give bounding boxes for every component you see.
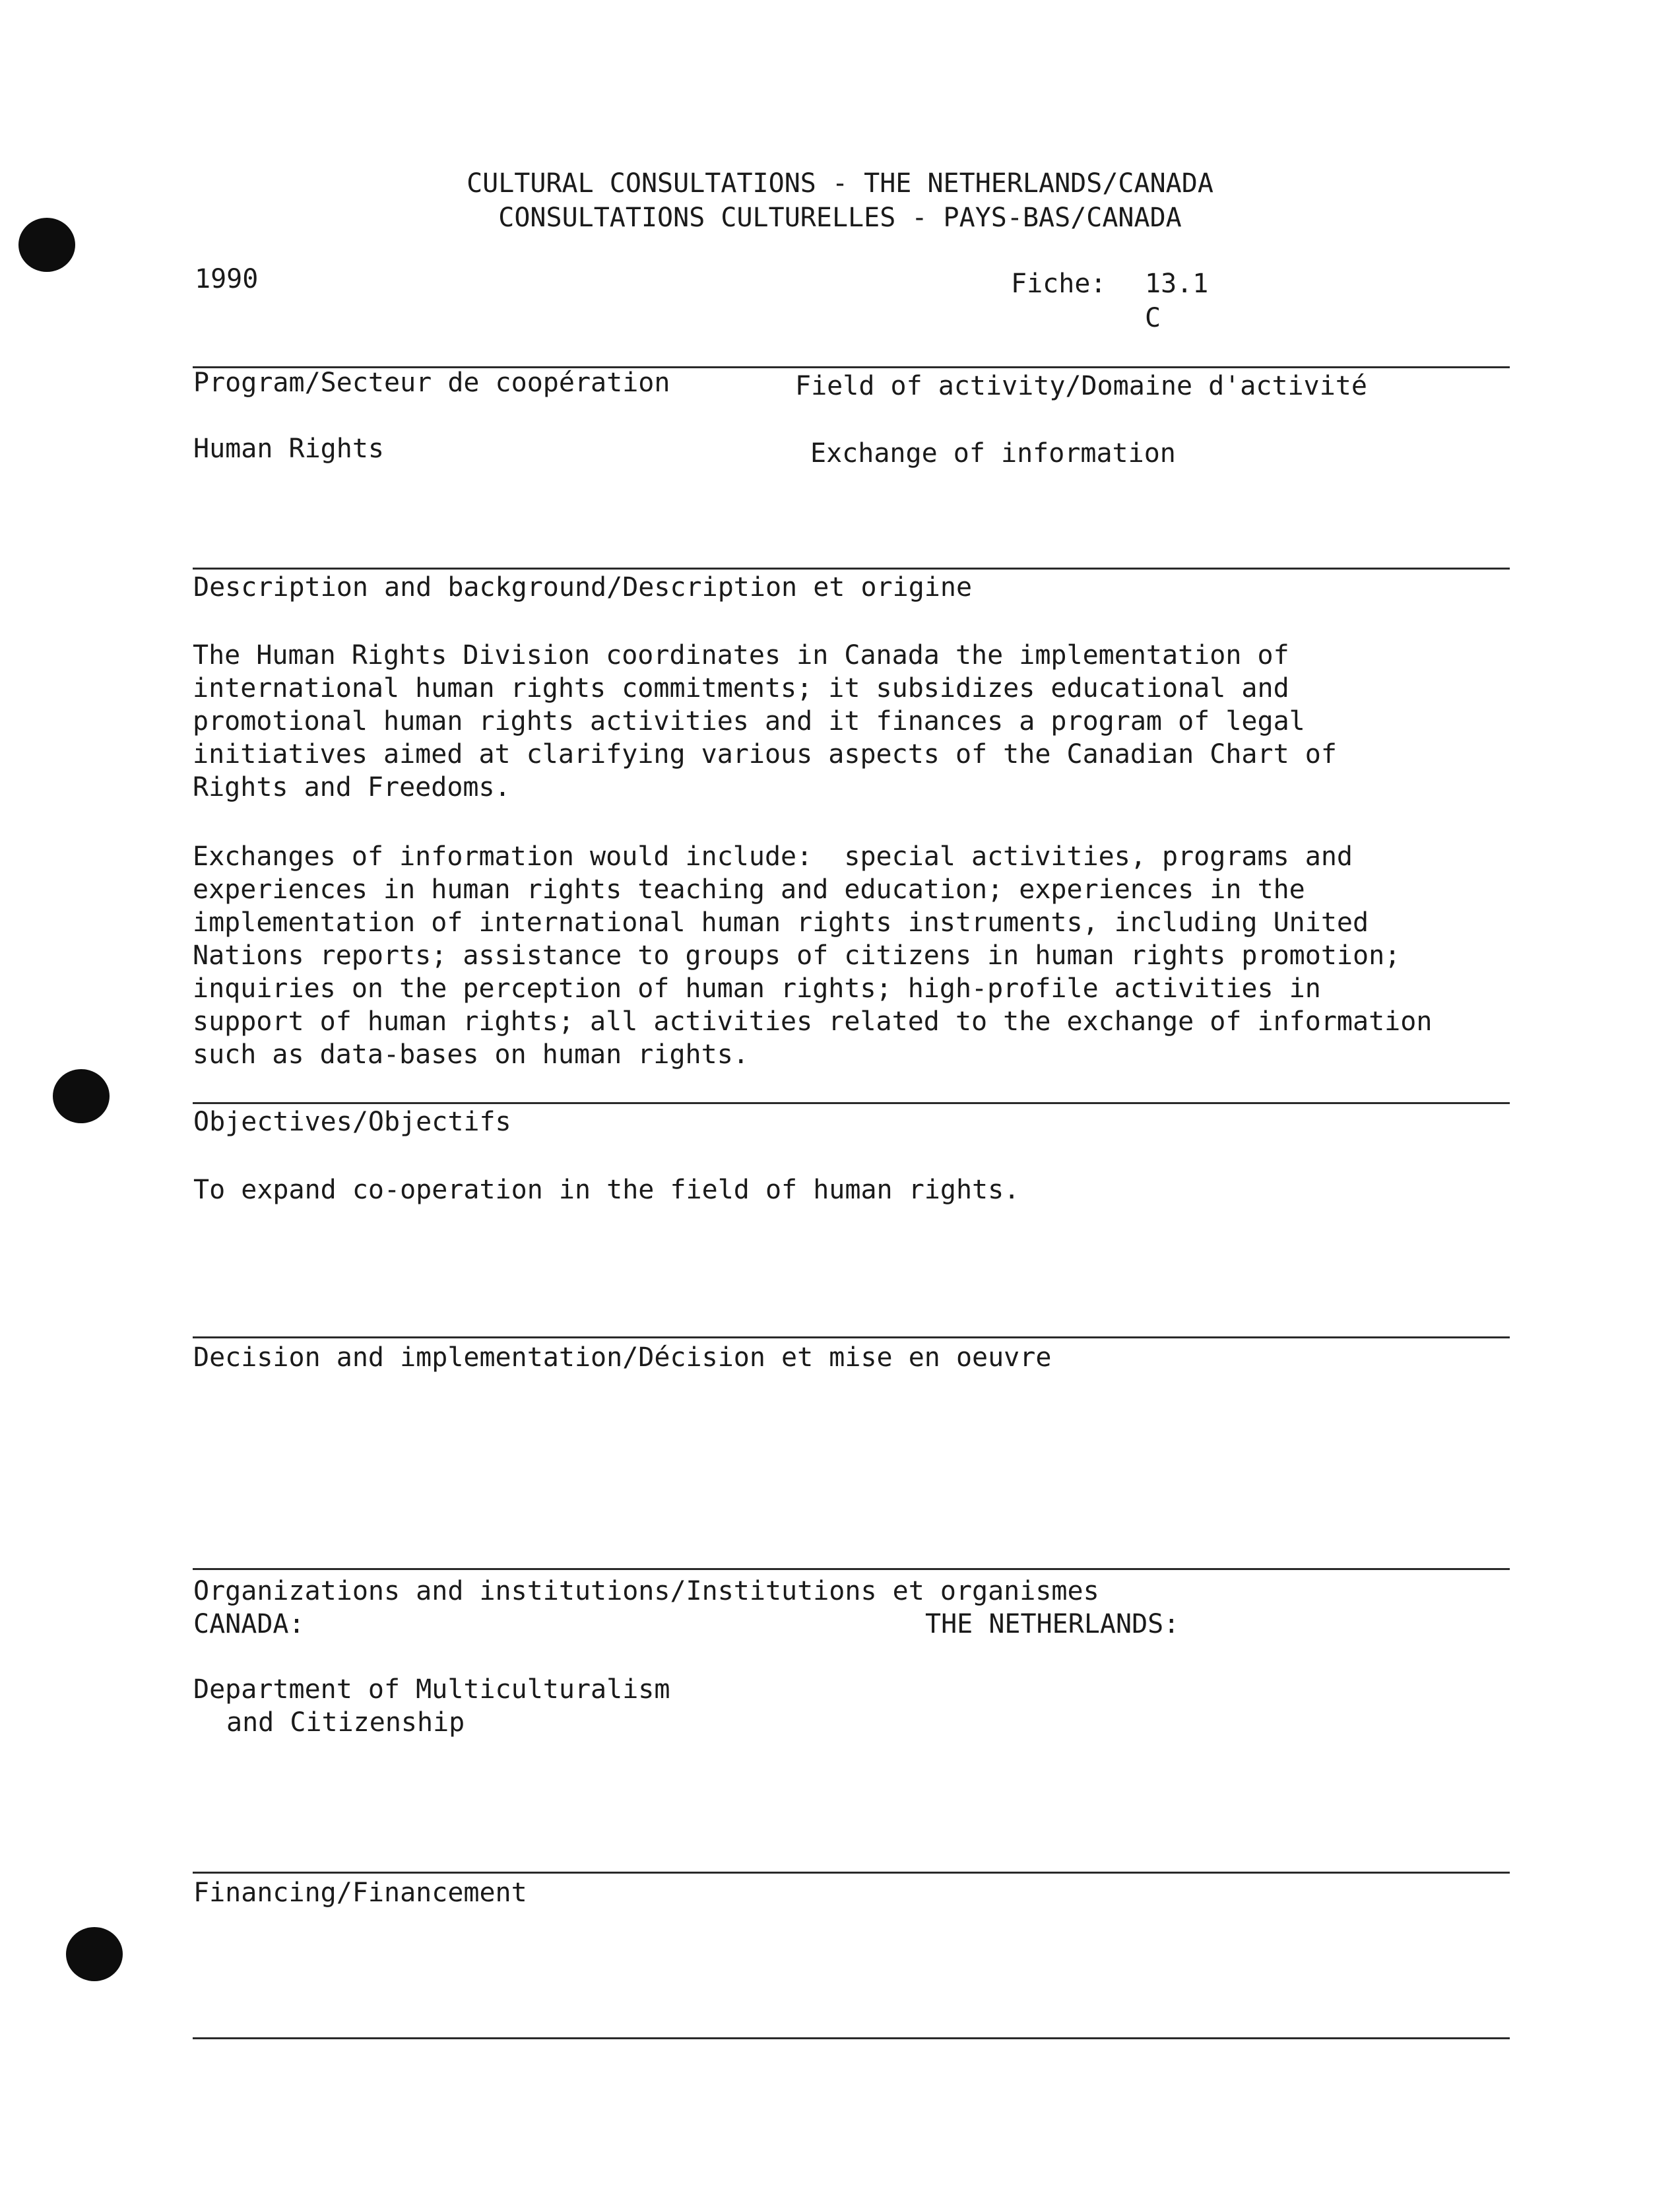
title-english: CULTURAL CONSULTATIONS - THE NETHERLANDS/CANADA	[467, 168, 1213, 199]
paragraph-line: support of human rights; all activities related to the exchange of information	[193, 1006, 1433, 1037]
title-french: CONSULTATIONS CULTURELLES - PAYS-BAS/CANADA	[498, 203, 1182, 233]
punch-hole-middle	[53, 1069, 110, 1123]
decision-label: Decision and implementation/Décision et mise en oeuvre	[193, 1342, 1052, 1373]
divider-4	[193, 1336, 1510, 1338]
objectives-text: To expand co-operation in the field of human rights.	[193, 1175, 1020, 1205]
fiche-number: 13.1	[1145, 269, 1209, 299]
financing-label: Financing/Financement	[193, 1878, 527, 1908]
description-label: Description and background/Description et origine	[193, 572, 973, 603]
objectives-label: Objectives/Objectifs	[193, 1107, 511, 1137]
paragraph-line: inquiries on the perception of human rights; high-profile activities in	[193, 973, 1321, 1004]
field-label: Field of activity/Domaine d'activité	[795, 371, 1367, 401]
paragraph-line: Exchanges of information would include: special activities, programs and	[193, 841, 1353, 872]
fiche-letter: C	[1145, 303, 1161, 333]
paragraph-line: The Human Rights Division coordinates in Canada the implementation of	[193, 640, 1289, 671]
punch-hole-bottom	[66, 1927, 123, 1981]
paragraph-line: international human rights commitments; it subsidizes educational and	[193, 673, 1289, 704]
canada-organization-line-2: and Citizenship	[226, 1707, 465, 1738]
canada-label: CANADA:	[193, 1609, 305, 1639]
divider-6	[193, 1872, 1510, 1874]
divider-3	[193, 1102, 1510, 1104]
paragraph-line: initiatives aimed at clarifying various aspects of the Canadian Chart of	[193, 739, 1337, 770]
year: 1990	[195, 264, 259, 294]
paragraph-line: Nations reports; assistance to groups of citizens in human rights promotion;	[193, 940, 1401, 971]
paragraph-line: promotional human rights activities and it finances a program of legal	[193, 706, 1305, 737]
paragraph-line: implementation of international human rights instruments, including United	[193, 907, 1369, 938]
netherlands-label: THE NETHERLANDS:	[925, 1609, 1180, 1639]
program-label: Program/Secteur de coopération	[193, 368, 670, 398]
description-paragraph-1	[193, 639, 1512, 804]
paragraph-line: experiences in human rights teaching and education; experiences in the	[193, 874, 1305, 905]
organizations-label: Organizations and institutions/Institutions et organismes	[193, 1576, 1099, 1606]
canada-organization-line-1: Department of Multiculturalism	[193, 1674, 670, 1705]
paragraph-line: Rights and Freedoms.	[193, 772, 511, 803]
field-value: Exchange of information	[810, 438, 1176, 469]
divider-7	[193, 2037, 1510, 2039]
divider-5	[193, 1568, 1510, 1570]
program-value: Human Rights	[193, 434, 384, 464]
paragraph-line: such as data-bases on human rights.	[193, 1039, 749, 1070]
fiche-label: Fiche:	[1011, 269, 1107, 299]
description-paragraph-2	[193, 840, 1512, 1071]
divider-2	[193, 568, 1510, 570]
